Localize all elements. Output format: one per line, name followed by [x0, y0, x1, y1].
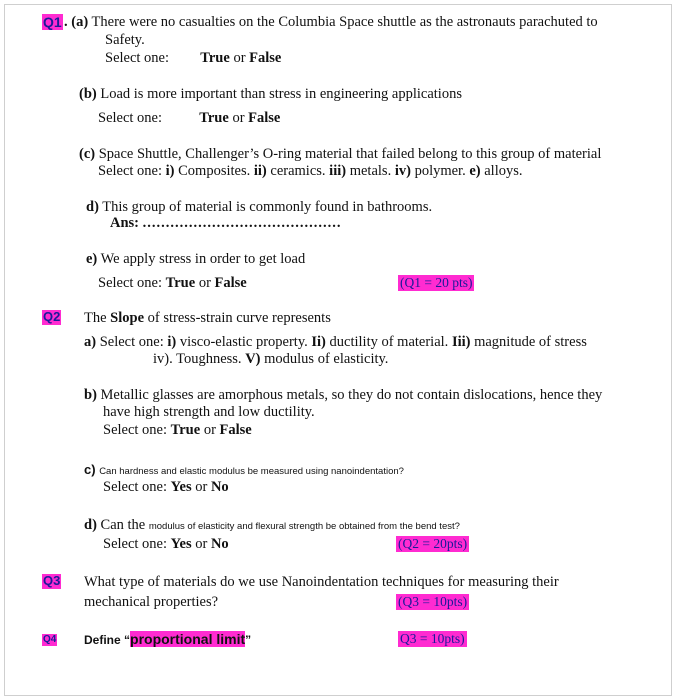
- q2b-text: Metallic glasses are amorphous metals, so they do not contain dislocations, hence they: [100, 387, 603, 403]
- q1a-label: . (a): [64, 14, 89, 30]
- q1e-label: e): [86, 251, 98, 267]
- or-text: or: [195, 479, 208, 495]
- q1b-line: [79, 86, 462, 103]
- option-true[interactable]: True: [170, 422, 201, 438]
- option-modulus-elasticity[interactable]: modulus of elasticity.: [264, 351, 389, 367]
- option-false[interactable]: False: [219, 422, 252, 438]
- option-polymer[interactable]: polymer.: [414, 163, 466, 179]
- q3-text: What type of materials do we use Nanoindentation techniques for measuring their: [84, 574, 559, 590]
- option-number: i): [165, 163, 175, 179]
- or-text: or: [198, 275, 211, 291]
- q4-open-quote: “: [124, 633, 131, 647]
- q1b-label: (b): [79, 86, 97, 102]
- or-text: or: [195, 536, 208, 552]
- q1d-line: [86, 199, 432, 216]
- q1d-label: d): [86, 199, 99, 215]
- q1c-label: (c): [79, 146, 96, 162]
- q1-tag: Q1: [43, 14, 62, 30]
- option-number: Iii): [451, 334, 471, 350]
- answer-blank[interactable]: ...........................................: [142, 215, 342, 231]
- q2-points-badge: (Q2 = 20pts): [398, 536, 468, 551]
- option-number: i): [167, 334, 177, 350]
- q1c-text: Space Shuttle, Challenger’s O-ring material that failed belong to this group of material: [98, 146, 602, 162]
- option-number: V): [245, 351, 261, 367]
- option-true[interactable]: True: [200, 50, 230, 66]
- select-one-label: Select one:: [99, 334, 164, 350]
- select-one-label: Select one:: [103, 536, 168, 552]
- q2-intro-pre: The: [84, 310, 107, 326]
- q2b-select: [103, 422, 252, 439]
- q2-intro-post: of stress-strain curve represents: [147, 310, 331, 326]
- option-alloys[interactable]: alloys.: [484, 163, 523, 179]
- q4-define: Define: [84, 633, 121, 647]
- q2c-select: [103, 479, 229, 496]
- q1e-select: [98, 275, 247, 292]
- q1c-select: [98, 163, 523, 180]
- option-true[interactable]: True: [199, 110, 229, 126]
- select-one-label: Select one:: [98, 110, 163, 126]
- option-number: iii): [329, 163, 347, 179]
- q4-points-badge: Q3 = 10pts): [400, 631, 465, 646]
- q2-intro-bold: Slope: [110, 310, 145, 326]
- select-one-label: Select one:: [103, 479, 168, 495]
- option-toughness[interactable]: Toughness.: [176, 351, 242, 367]
- q1b-select: [98, 110, 280, 127]
- option-ductility[interactable]: ductility of material.: [329, 334, 449, 350]
- q2d-select: [103, 536, 229, 553]
- select-one-label: Select one:: [105, 50, 170, 66]
- q1d-answer: [110, 215, 342, 232]
- option-number: Ii): [311, 334, 326, 350]
- option-no[interactable]: No: [210, 536, 229, 552]
- select-one-label: Select one:: [98, 275, 163, 291]
- q3-tag: Q3: [43, 573, 61, 588]
- q4-tag: Q4: [43, 634, 57, 645]
- option-yes[interactable]: Yes: [170, 479, 192, 495]
- select-one-label: Select one:: [103, 422, 168, 438]
- q1b-text: Load is more important than stress in engineering applications: [100, 86, 462, 102]
- q1c-line: [79, 146, 601, 163]
- q2a-line-2: [153, 351, 388, 368]
- q4-line: [84, 631, 251, 648]
- option-number: ii): [253, 163, 267, 179]
- option-number: iv).: [153, 351, 173, 367]
- q2d-text-sans: modulus of elasticity and flexural strength be obtained from the bend test?: [148, 521, 460, 532]
- option-number: iv): [394, 163, 411, 179]
- q2b-line: [84, 387, 602, 404]
- q2d-line: [84, 517, 460, 534]
- q3-text-2: mechanical properties?: [84, 594, 219, 610]
- q2c-text: Can hardness and elastic modulus be measured using nanoindentation?: [99, 466, 404, 477]
- option-ceramics[interactable]: ceramics.: [270, 163, 326, 179]
- option-magnitude-stress[interactable]: magnitude of stress: [474, 334, 587, 350]
- option-number: e): [469, 163, 481, 179]
- option-composites[interactable]: Composites.: [178, 163, 251, 179]
- q1a-text: There were no casualties on the Columbia Space shuttle as the astronauts parachuted to: [91, 14, 598, 30]
- option-false[interactable]: False: [248, 110, 281, 126]
- q2-tag: Q2: [43, 309, 61, 324]
- q1e-text: We apply stress in order to get load: [100, 251, 306, 267]
- option-false[interactable]: False: [214, 275, 247, 291]
- q2-intro: [84, 310, 331, 327]
- option-yes[interactable]: Yes: [170, 536, 192, 552]
- answer-label: Ans:: [110, 215, 140, 231]
- q2c-line: [84, 462, 404, 479]
- q2a-label: a): [84, 334, 97, 350]
- q2b-label: b): [84, 387, 97, 403]
- or-text: or: [203, 422, 216, 438]
- option-false[interactable]: False: [249, 50, 282, 66]
- option-true[interactable]: True: [165, 275, 196, 291]
- q1a-line: [64, 14, 598, 31]
- option-metals[interactable]: metals.: [349, 163, 392, 179]
- q4-term: proportional limit: [130, 631, 246, 647]
- q4-close-quote: ”: [245, 633, 252, 647]
- q1a-select: [105, 50, 281, 67]
- q2c-label: c): [84, 462, 96, 477]
- select-one-label: Select one:: [98, 163, 163, 179]
- q3-points-badge: (Q3 = 10pts): [398, 594, 468, 609]
- q2d-label: d): [84, 517, 97, 533]
- option-no[interactable]: No: [210, 479, 229, 495]
- q1e-line: [86, 251, 305, 268]
- q1d-text: This group of material is commonly found in bathrooms.: [102, 199, 433, 215]
- or-text: or: [233, 50, 246, 66]
- q2d-text-serif: Can the: [100, 517, 146, 533]
- or-text: or: [232, 110, 245, 126]
- q1a-text-2: Safety.: [105, 32, 145, 48]
- q1-points-badge: (Q1 = 20 pts): [400, 275, 473, 290]
- option-visco-elastic[interactable]: visco-elastic property.: [179, 334, 308, 350]
- q2b-text-2: have high strength and low ductility.: [103, 404, 315, 420]
- q2a-line: [84, 334, 587, 351]
